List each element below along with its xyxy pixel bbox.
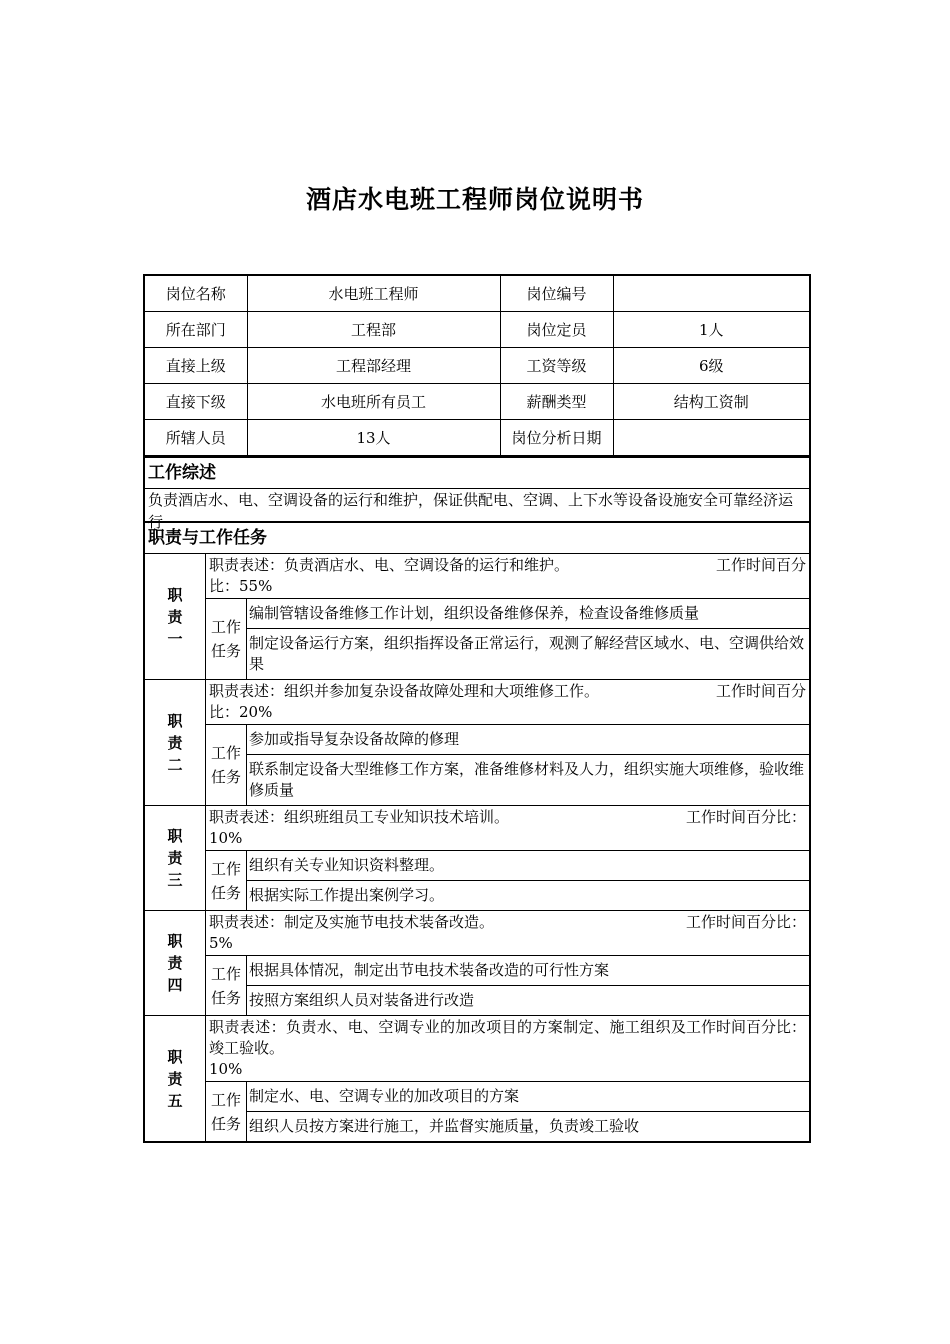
- info-value-cell: 6级: [613, 348, 809, 384]
- task-item: 制定设备运行方案，组织指挥设备正常运行，观测了解经营区域水、电、空调供给效果: [247, 628, 809, 679]
- task-item: 组织人员按方案进行施工，并监督实施质量，负责竣工验收: [247, 1111, 809, 1141]
- duty-label: 职 责 四: [145, 911, 206, 1015]
- info-value-cell: 工程部经理: [247, 348, 500, 384]
- info-row: [145, 384, 809, 420]
- task-item: 参加或指导复杂设备故障的修理: [249, 730, 460, 748]
- info-label-cell: 岗位定员: [500, 312, 613, 348]
- info-label-cell: 所辖人员: [145, 420, 247, 456]
- summary-text: 负责酒店水、电、空调设备的运行和维护，保证供配电、空调、上下水等设备设施安全可靠经济运行: [145, 488, 809, 521]
- info-label-cell: 所在部门: [145, 312, 247, 348]
- info-value-cell: 工程部: [247, 312, 500, 348]
- duty-description: [206, 911, 809, 955]
- task-label: 工作 任务: [206, 599, 247, 679]
- basic-info-table: [145, 276, 809, 456]
- info-label-cell: 薪酬类型: [500, 384, 613, 420]
- info-label-cell: 直接上级: [145, 348, 247, 384]
- duty-description: [206, 1016, 809, 1081]
- info-row: [145, 312, 809, 348]
- info-value-cell: 结构工资制: [613, 384, 809, 420]
- info-value-cell: 水电班所有员工: [247, 384, 500, 420]
- task-label: 工作 任务: [206, 851, 247, 910]
- task-item: 按照方案组织人员对装备进行改造: [247, 985, 809, 1015]
- duty-block: [145, 679, 809, 805]
- info-value-cell: [613, 276, 809, 312]
- info-label-cell: 岗位名称: [145, 276, 247, 312]
- task-item: 联系制定设备大型维修工作方案，准备维修材料及人力，组织实施大项维修，验收维修质量: [247, 754, 809, 805]
- task-item: 制定水、电、空调专业的加改项目的方案: [249, 1087, 520, 1105]
- task-label: 工作 任务: [206, 956, 247, 1015]
- task-label: 工作 任务: [206, 725, 247, 805]
- info-label-cell: 岗位编号: [500, 276, 613, 312]
- info-value-cell: 13人: [247, 420, 500, 456]
- summary-heading: 工作综述: [145, 456, 809, 488]
- task-item: 组织有关专业知识资料整理。: [249, 856, 445, 874]
- duty-block: [145, 553, 809, 679]
- duty-description: [206, 680, 809, 724]
- duty-label: 职 责 三: [145, 806, 206, 910]
- info-row: [145, 276, 809, 312]
- work-time-percent-label: 工作时间百分: [715, 682, 806, 700]
- duty-description-text: 职责表述：组织并参加复杂设备故障处理和大项维修工作。: [209, 682, 600, 700]
- duty-description: [206, 554, 809, 598]
- duty-description-text: 职责表述：组织班组员工专业知识技术培训。: [209, 808, 510, 826]
- duty-block: [145, 805, 809, 910]
- work-time-percent-label: 工作时间百分比：: [685, 808, 806, 826]
- info-row: [145, 348, 809, 384]
- work-time-percent-value: 5%: [209, 934, 233, 952]
- task-item: 编制管辖设备维修工作计划，组织设备维修保养，检查设备维修质量: [249, 604, 700, 622]
- work-time-percent-value: 10%: [209, 1060, 243, 1078]
- info-value-cell: 1人: [613, 312, 809, 348]
- work-time-percent-value: 比：20%: [209, 703, 273, 721]
- duty-block: [145, 1015, 809, 1141]
- work-time-percent-label: 工作时间百分比：: [685, 1018, 806, 1036]
- duty-label: 职 责 五: [145, 1016, 206, 1141]
- duty-description: [206, 806, 809, 850]
- info-row: [145, 420, 809, 456]
- duty-description-text: 职责表述：制定及实施节电技术装备改造。: [209, 913, 495, 931]
- duty-label: 职 责 二: [145, 680, 206, 805]
- task-label: 工作 任务: [206, 1082, 247, 1141]
- work-time-percent-value: 10%: [209, 829, 243, 847]
- info-value-cell: [613, 420, 809, 456]
- duties-list: [145, 553, 809, 1141]
- info-label-cell: 直接下级: [145, 384, 247, 420]
- duties-heading: 职责与工作任务: [145, 521, 809, 553]
- duty-block: [145, 910, 809, 1015]
- table-bottom-rule: [145, 1141, 809, 1143]
- info-label-cell: 工资等级: [500, 348, 613, 384]
- work-time-percent-value: 比：55%: [209, 577, 273, 595]
- task-item: 根据具体情况，制定出节电技术装备改造的可行性方案: [249, 961, 610, 979]
- page-title: 酒店水电班工程师岗位说明书: [305, 185, 644, 214]
- duty-label: 职 责 一: [145, 554, 206, 679]
- work-time-percent-label: 工作时间百分比：: [685, 913, 806, 931]
- info-label-cell: 岗位分析日期: [500, 420, 613, 456]
- duty-description-text: 职责表述：负责酒店水、电、空调设备的运行和维护。: [209, 556, 570, 574]
- work-time-percent-label: 工作时间百分: [715, 556, 806, 574]
- info-value-cell: 水电班工程师: [247, 276, 500, 312]
- job-description-form: [143, 274, 811, 1143]
- duty-description-text: 职责表述：负责水、电、空调专业的加改项目的方案制定、施工组织及竣工验收。: [209, 1018, 686, 1057]
- task-item: 根据实际工作提出案例学习。: [247, 880, 809, 910]
